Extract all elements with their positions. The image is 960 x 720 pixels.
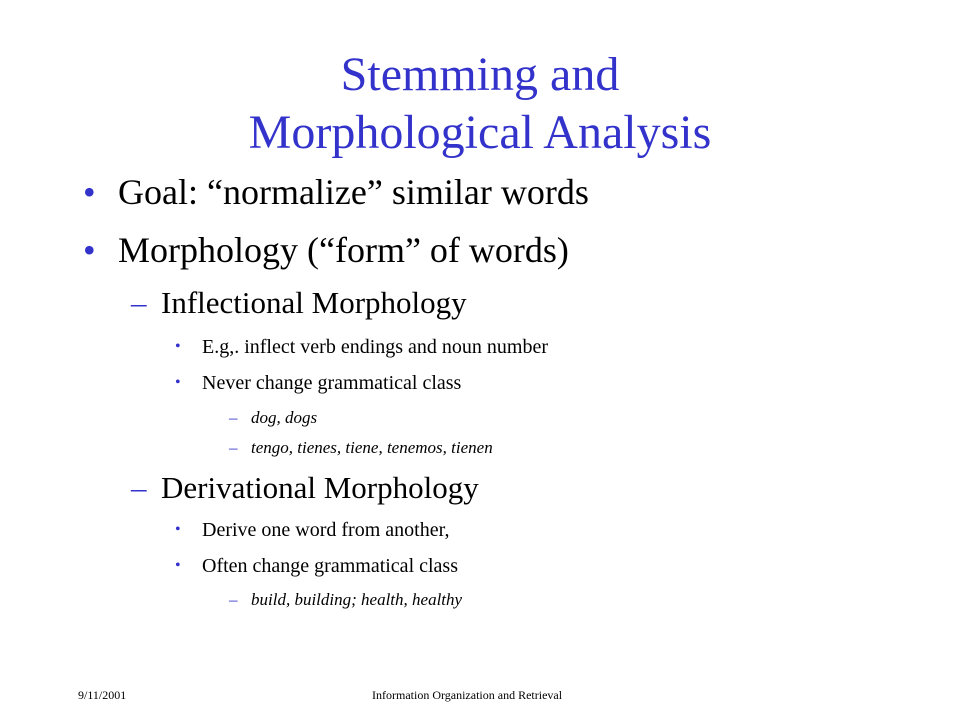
dash-marker: –: [131, 470, 147, 505]
footer-course: Information Organization and Retrieval: [372, 688, 563, 702]
sub-bullet-text: Inflectional Morphology: [161, 285, 467, 320]
slide-title-line-2: Morphological Analysis: [248, 106, 712, 159]
bullet-marker: •: [83, 230, 96, 270]
footer-date: 9/11/2001: [78, 688, 127, 702]
slide-title-line-1: Stemming and: [340, 48, 620, 101]
bullet-marker: •: [83, 172, 96, 212]
bullet-marker: •: [175, 521, 181, 538]
dash-marker: –: [229, 590, 238, 609]
bullet-text: Morphology (“form” of words): [118, 230, 569, 270]
point-text: Derive one word from another,: [202, 519, 450, 541]
bullet-marker: •: [175, 374, 181, 391]
example-text: dog, dogs: [251, 408, 318, 427]
example-text: tengo, tienes, tiene, tenemos, tienen: [251, 438, 493, 457]
example-text: build, building; health, healthy: [251, 590, 463, 609]
bullet-marker: •: [175, 557, 181, 574]
slide-title: [0, 46, 960, 162]
dash-marker: –: [229, 438, 238, 457]
bullet-text: Goal: “normalize” similar words: [118, 172, 589, 212]
dash-marker: –: [229, 408, 238, 427]
sub-bullet-text: Derivational Morphology: [161, 470, 479, 505]
dash-marker: –: [131, 285, 147, 320]
point-text: E.g,. inflect verb endings and noun number: [202, 336, 549, 358]
point-text: Often change grammatical class: [202, 555, 458, 577]
point-text: Never change grammatical class: [202, 372, 462, 394]
bullet-marker: •: [175, 338, 181, 355]
